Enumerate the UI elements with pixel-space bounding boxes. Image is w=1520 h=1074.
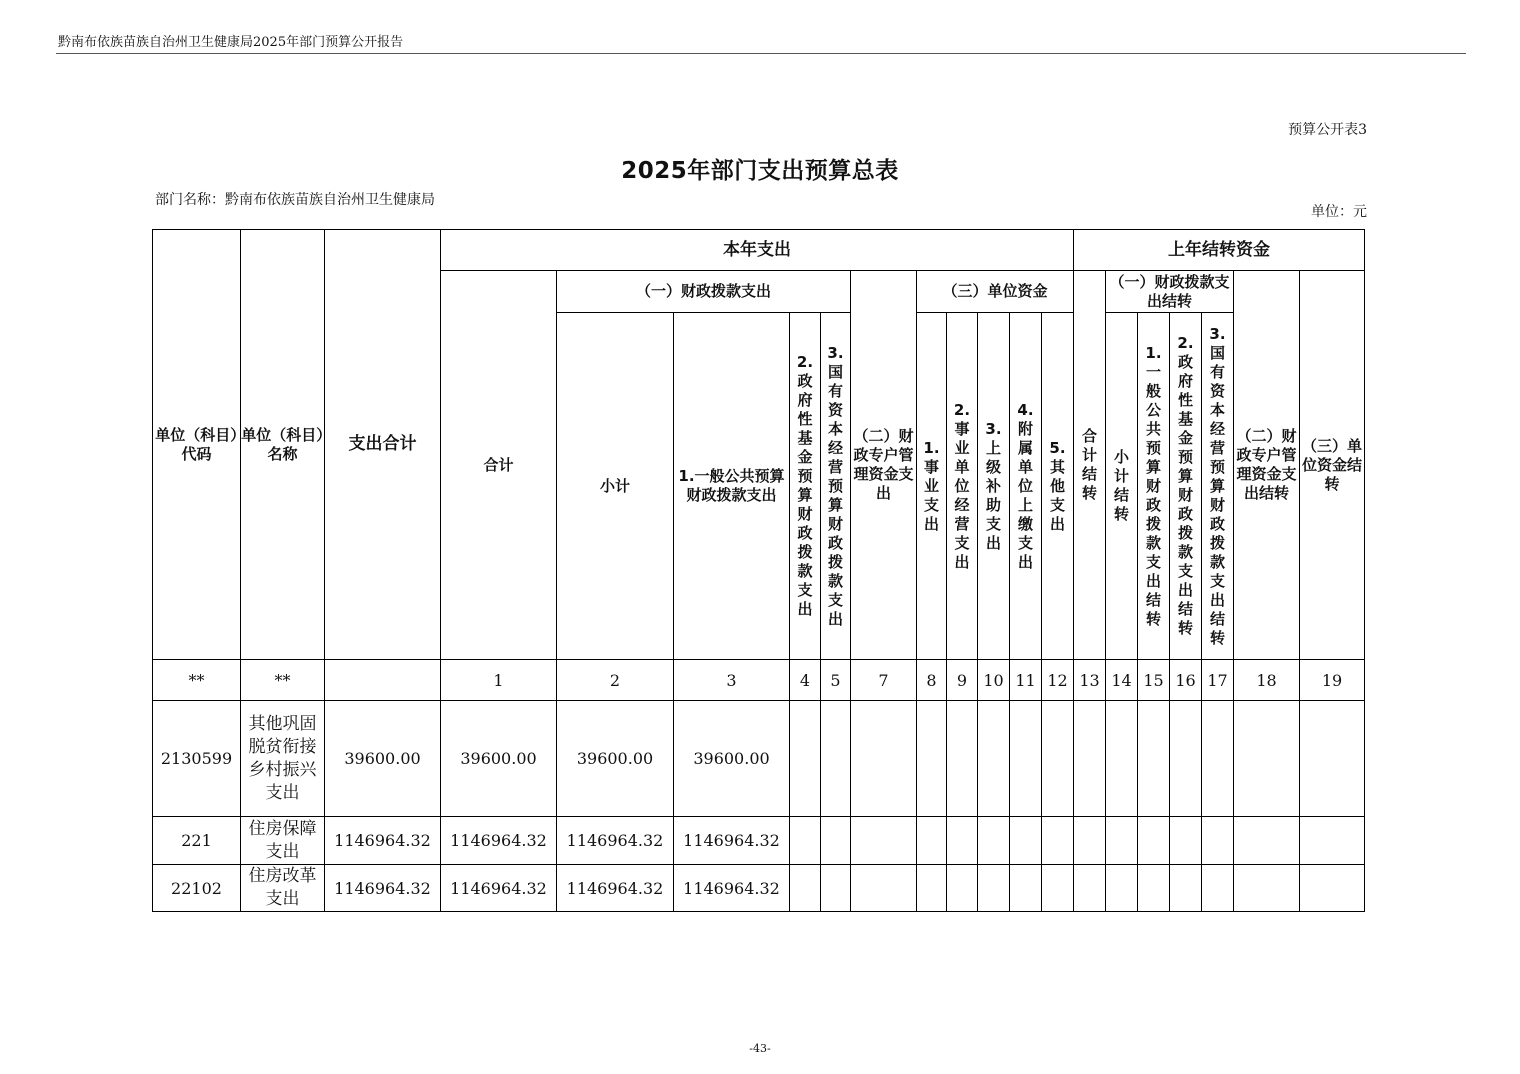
header-state-capital: 3.国有资本经营预算财政拨款支出 — [821, 313, 851, 660]
row-total: 39600.00 — [325, 701, 441, 817]
row-code: 221 — [153, 817, 241, 865]
index-cell: 14 — [1106, 660, 1138, 701]
row-sum: 1146964.32 — [441, 817, 557, 865]
header-operation: 2.事业单位经营支出 — [947, 313, 978, 660]
header-other: 5.其他支出 — [1042, 313, 1074, 660]
header-carry-state-capital: 3.国有资本经营预算财政拨款支出结转 — [1202, 313, 1234, 660]
index-cell — [325, 660, 441, 701]
header-total: 支出合计 — [325, 230, 441, 660]
header-subsidy: 3.上级补助支出 — [978, 313, 1010, 660]
row-general: 39600.00 — [674, 701, 790, 817]
header-sum: 合计 — [441, 271, 557, 660]
department-label: 部门名称：黔南布依族苗族自治州卫生健康局 — [155, 192, 435, 208]
header-name: 单位（科目）名称 — [241, 230, 325, 660]
header-fiscal: （一）财政拨款支出 — [557, 271, 851, 313]
index-cell: 12 — [1042, 660, 1074, 701]
header-business: 1.事业支出 — [917, 313, 947, 660]
row-total: 1146964.32 — [325, 817, 441, 865]
index-cell: ** — [153, 660, 241, 701]
header-carry-sum: 合计结转 — [1074, 271, 1106, 660]
header-carry-gov-fund: 2.政府性基金预算财政拨款支出结转 — [1170, 313, 1202, 660]
header-current-year: 本年支出 — [441, 230, 1074, 271]
table-row — [153, 865, 1365, 912]
index-cell: 9 — [947, 660, 978, 701]
row-name: 住房保障支出 — [241, 817, 325, 865]
table-row — [153, 701, 1365, 817]
header-prior-year: 上年结转资金 — [1074, 230, 1365, 271]
header-code: 单位（科目）代码 — [153, 230, 241, 660]
table-id: 预算公开表3 — [1288, 122, 1367, 138]
header-carry-subtotal: 小计结转 — [1106, 313, 1138, 660]
page-number: -43- — [749, 1042, 771, 1055]
row-total: 1146964.32 — [325, 865, 441, 912]
header-carry-special: （二）财政专户管理资金支出结转 — [1234, 271, 1300, 660]
row-subtotal: 1146964.32 — [557, 865, 674, 912]
row-sum: 1146964.32 — [441, 865, 557, 912]
row-subtotal: 39600.00 — [557, 701, 674, 817]
unit-label: 单位：元 — [1311, 204, 1367, 220]
header-special-account: （二）财政专户管理资金支出 — [851, 271, 917, 660]
index-cell: 18 — [1234, 660, 1300, 701]
index-cell: 10 — [978, 660, 1010, 701]
row-code: 2130599 — [153, 701, 241, 817]
header-carry-general: 1.一般公共预算财政拨款支出结转 — [1138, 313, 1170, 660]
index-cell: 4 — [790, 660, 821, 701]
row-code: 22102 — [153, 865, 241, 912]
row-subtotal: 1146964.32 — [557, 817, 674, 865]
row-sum: 39600.00 — [441, 701, 557, 817]
header-fiscal-subtotal: 小计 — [557, 313, 674, 660]
budget-table — [152, 229, 1365, 912]
header-carry-unit: （三）单位资金结转 — [1300, 271, 1365, 660]
row-general: 1146964.32 — [674, 865, 790, 912]
row-name: 其他巩固脱贫衔接乡村振兴支出 — [241, 701, 325, 817]
index-cell: 7 — [851, 660, 917, 701]
row-general: 1146964.32 — [674, 817, 790, 865]
index-cell: 15 — [1138, 660, 1170, 701]
row-name: 住房改革支出 — [241, 865, 325, 912]
header-affiliated: 4.附属单位上缴支出 — [1010, 313, 1042, 660]
table-row — [153, 817, 1365, 865]
index-cell: 17 — [1202, 660, 1234, 701]
header-carry-fiscal: （一）财政拨款支出结转 — [1106, 271, 1234, 313]
index-cell: 1 — [441, 660, 557, 701]
index-cell: 5 — [821, 660, 851, 701]
page-title: 2025年部门支出预算总表 — [621, 158, 899, 184]
index-cell: 3 — [674, 660, 790, 701]
index-cell: 19 — [1300, 660, 1365, 701]
index-cell: 11 — [1010, 660, 1042, 701]
page-header: 黔南布依族苗族自治州卫生健康局2025年部门预算公开报告 — [58, 35, 404, 50]
index-cell: 16 — [1170, 660, 1202, 701]
header-general-public: 1.一般公共预算财政拨款支出 — [674, 313, 790, 660]
index-cell: 13 — [1074, 660, 1106, 701]
header-unit-funds: （三）单位资金 — [917, 271, 1074, 313]
index-cell: 8 — [917, 660, 947, 701]
index-cell: ** — [241, 660, 325, 701]
header-divider — [56, 53, 1466, 54]
index-cell: 2 — [557, 660, 674, 701]
header-gov-fund: 2.政府性基金预算财政拨款支出 — [790, 313, 821, 660]
